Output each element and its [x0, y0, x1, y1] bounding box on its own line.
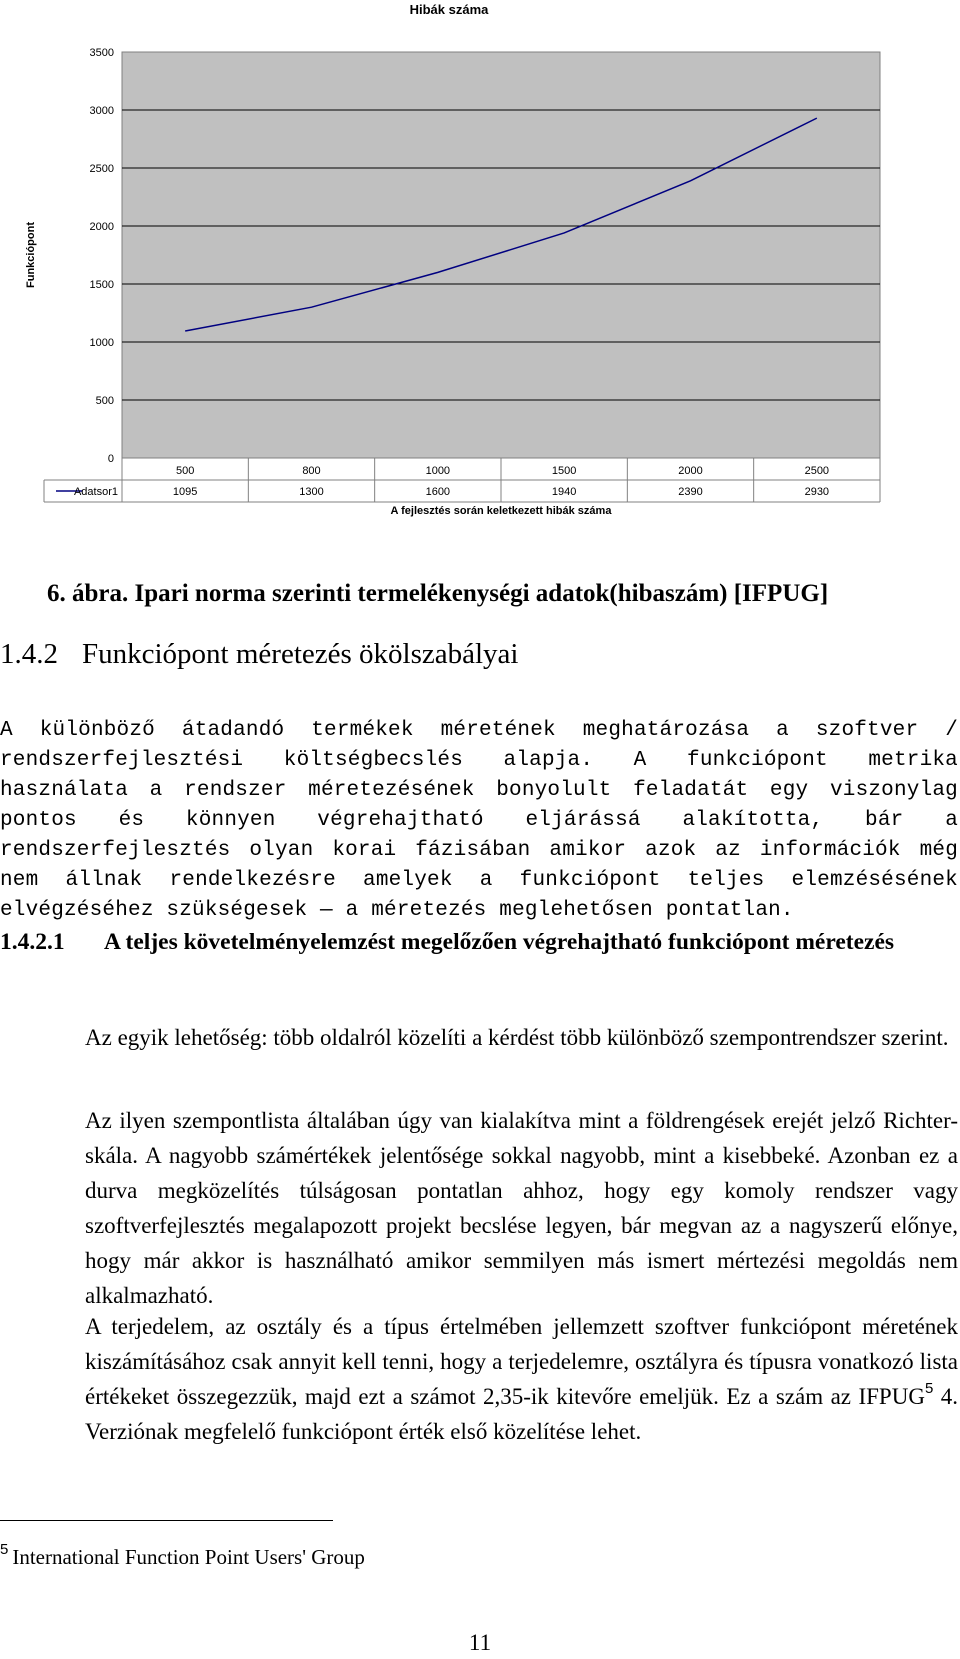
subsection-number: 1.4.2.1 — [0, 929, 65, 955]
section-number: 1.4.2 — [0, 638, 58, 670]
x-axis-label: A fejlesztés során keletkezett hibák száma — [390, 505, 612, 517]
data-table-value: 2390 — [678, 486, 703, 498]
y-tick-label: 2000 — [89, 221, 114, 233]
data-table-value: 2930 — [804, 486, 830, 498]
subsection-heading — [0, 927, 958, 958]
footnote — [0, 1541, 365, 1570]
paragraph-3 — [85, 1309, 958, 1449]
data-table-value: 1940 — [551, 486, 577, 498]
footnote-mark: 5 — [0, 1541, 9, 1558]
y-tick-label: 2500 — [89, 163, 114, 175]
data-table — [44, 458, 880, 502]
legend-series-name: Adatsor1 — [73, 486, 118, 498]
x-tick-label: 1500 — [551, 465, 577, 477]
section-title: Funkciópont méretezés ökölszabályai — [82, 638, 519, 670]
paragraph-3-text-end: 4. Verziónak megfelelő funkciópont érték első közelítése lehet. — [85, 1384, 959, 1444]
data-table-value: 1095 — [172, 486, 198, 498]
y-tick-label: 1000 — [89, 337, 114, 349]
y-tick-label: 500 — [95, 395, 114, 407]
y-tick-label: 3000 — [89, 105, 114, 117]
x-tick-label: 500 — [175, 465, 195, 477]
footnote-text: International Function Point Users' Group — [12, 1545, 365, 1569]
y-tick-label: 1500 — [89, 279, 114, 291]
page-number: 11 — [468, 1630, 492, 1655]
y-tick-label: 3500 — [89, 47, 114, 59]
y-tick-labels — [90, 47, 114, 465]
y-tick-label: 0 — [107, 453, 114, 465]
paragraph-1: Az egyik lehetőség: több oldalról közelíti a kérdést több különböző szempontrendszer szerint. — [85, 1025, 949, 1050]
chart — [0, 0, 960, 560]
data-table-value: 1600 — [425, 486, 451, 498]
paragraph-2: Az ilyen szempontlista általában úgy van kialakítva mint a földrengések erejét jelző Richter-skála. A nagyobb számértékek jelentősége sokkal nagyobb, mint a kisebbeké. Azonban ez a durva megközelítés túlságosan pontatlan ahhoz, hogy egy komoly rendszer vagy szoftverfejlesztés megalapozott projekt becslése legyen, bár megvan az a nagyszerű előnye, hogy már akkor is használható amikor semmilyen más ismert mértezési megoldás nem alkalmazható. — [85, 1108, 958, 1308]
chart-title: Hibák száma — [409, 2, 489, 17]
subsection-title: A teljes követelményelemzést megelőzően végrehajtható funkciópont méretezés — [104, 929, 895, 955]
paragraph-3-text: A terjedelem, az osztály és a típus értelmében jellemzett szoftver funkciópont méretének kiszámításához csak annyit kell tenni, hogy a terjedelemre, osztályra és típusra vonatkozó lista értékeket összegezzük, majd ezt a számot 2,35-ik kitevőre emeljük. Ez a szám az IFPUG — [85, 1314, 958, 1409]
x-tick-label: 800 — [302, 465, 321, 477]
footnote-separator — [0, 1520, 333, 1521]
figure-caption: 6. ábra. Ipari norma szerinti termelékenységi adatok(hibaszám) [IFPUG] — [47, 580, 829, 607]
y-axis-label: Funkciópont — [25, 222, 37, 288]
plot-area — [122, 52, 880, 458]
section-heading — [0, 638, 518, 671]
section-intro: A különböző átadandó termékek méretének meghatározása a szoftver / rendszerfejlesztési költségbecslés alapja. A funkciópont metrika használata a rendszer méretezésének bonyolult feladatát egy viszonylag pontos és könnyen végrehajtható eljárássá alakította, bár a rendszerfejlesztés olyan korai fázisában amikor azok az információk még nem állnak rendelkezésre amelyek a funkciópont teljes elemzésésének elvégzéséhez szükségesek — a méretezés meglehetősen pontatlan. — [0, 719, 958, 922]
x-tick-label: 2500 — [804, 465, 830, 477]
footnote-reference[interactable]: 5 — [924, 1380, 934, 1397]
data-table-value: 1300 — [299, 486, 324, 498]
x-tick-label: 1000 — [425, 465, 451, 477]
x-tick-label: 2000 — [678, 465, 703, 477]
